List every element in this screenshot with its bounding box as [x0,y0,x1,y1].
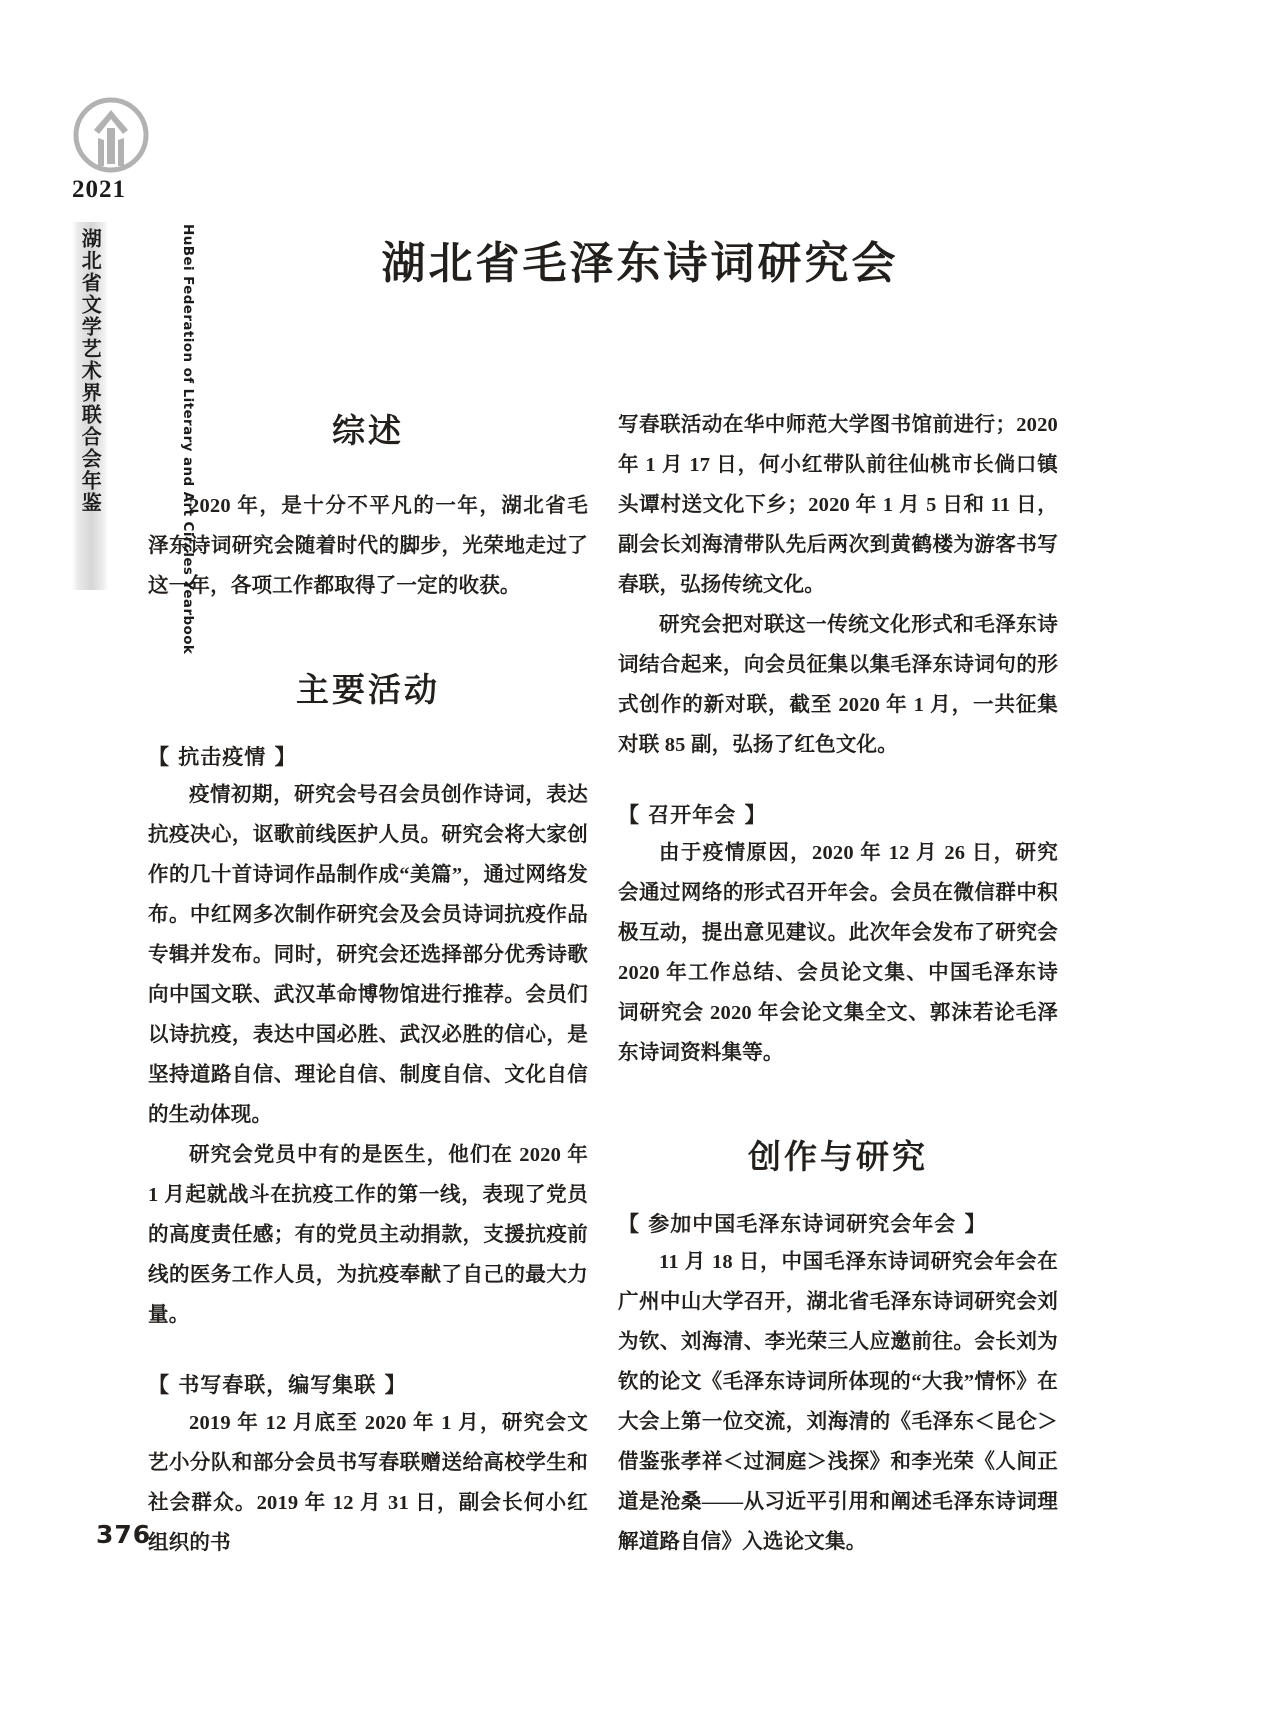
epidemic-paragraph-2: 研究会党员中有的是医生，他们在 2020 年 1 月起就战斗在抗疫工作的第一线，表现了党员的高度责任感；有的党员主动捐款，支援抗疫前线的医务工作人员，为抗疫奉献了自己的最大力量。 [148,1144,588,1326]
annual-meeting-paragraph-1: 由于疫情原因，2020 年 12 月 26 日，研究会通过网络的形式召开年会。会员在微信群中积极互动，提出意见建议。此次年会发布了研究会 2020 年工作总结、会员论文集、中国毛泽东诗词研究会 2020 年会论文集全文、郭沫若论毛泽东诗词资料集等。 [618,842,1058,1064]
couplet-paragraph-continued: 写春联活动在华中师范大学图书馆前进行；2020 年 1 月 17 日，何小红带队前往仙桃市长倘口镇头谭村送文化下乡；2020 年 1 月 5 日和 11 日，副会长刘海清带队先后两次到黄鹤楼为游客书写春联，弘扬传统文化。 [618,414,1058,596]
section-heading-overview: 综述 [332,411,404,450]
spine-band [72,222,108,590]
subsection-heading-fight-epidemic: 【 抗击疫情 】 [148,745,297,769]
hubei-federation-seal-icon [72,96,150,174]
page-number: 376 [96,1520,152,1549]
spine-english-label: HuBei Federation of Literary and Art Circles Yearbook [180,224,196,655]
epidemic-paragraph-1: 疫情初期，研究会号召会员创作诗词，表达抗疫决心，讴歌前线医护人员。研究会将大家创作的几十首诗词作品制作成“美篇”，通过网络发布。中红网多次制作研究会及会员诗词抗疫作品专辑并发布。同时，研究会还选择部分优秀诗歌向中国文联、武汉革命博物馆进行推荐。会员们以诗抗疫，表达中国必胜、武汉必胜的信心，是坚持道路自信、理论自信、制度自信、文化自信的生动体现。 [148,784,588,1126]
section-heading-creation-research: 创作与研究 [748,1137,928,1176]
right-column [618,405,1058,1562]
left-column [148,405,588,1563]
couplet-paragraph-2: 研究会把对联这一传统文化形式和毛泽东诗词结合起来，向会员征集以集毛泽东诗词句的形式创作的新对联，截至 2020 年 1 月，一共征集对联 85 副，弘扬了红色文化。 [618,614,1058,756]
spine-chinese-label: 湖北省文学艺术界联合会年鉴 [78,228,103,514]
couplet-paragraph-1: 2019 年 12 月底至 2020 年 1 月，研究会文艺小分队和部分会员书写春联赠送给高校学生和社会群众。2019 年 12 月 31 日，副会长何小红组织的书 [148,1412,588,1554]
spine-margin [68,96,196,655]
section-heading-main-activities: 主要活动 [296,670,440,709]
subsection-heading-national-annual-meeting: 【 参加中国毛泽东诗词研究会年会 】 [618,1212,987,1236]
body-columns [148,405,1068,1554]
yearbook-year: 2021 [72,176,126,203]
subsection-heading-spring-couplets: 【 书写春联，编写集联 】 [148,1373,407,1397]
subsection-heading-annual-meeting: 【 召开年会 】 [618,803,767,827]
national-meeting-paragraph-1: 11 月 18 日，中国毛泽东诗词研究会年会在广州中山大学召开，湖北省毛泽东诗词研究会刘为钦、刘海清、李光荣三人应邀前往。会长刘为钦的论文《毛泽东诗词所体现的“大我”情怀》在大会上第一位交流，刘海清的《毛泽东＜昆仑＞借鉴张孝祥＜过洞庭＞浅探》和李光荣《人间正道是沧桑——从习近平引用和阐述毛泽东诗词理解道路自信》入选论文集。 [618,1251,1058,1553]
overview-paragraph: 2020 年，是十分不平凡的一年，湖北省毛泽东诗词研究会随着时代的脚步，光荣地走过了这一年，各项工作都取得了一定的收获。 [148,495,588,597]
page-title: 湖北省毛泽东诗词研究会 [381,238,899,290]
